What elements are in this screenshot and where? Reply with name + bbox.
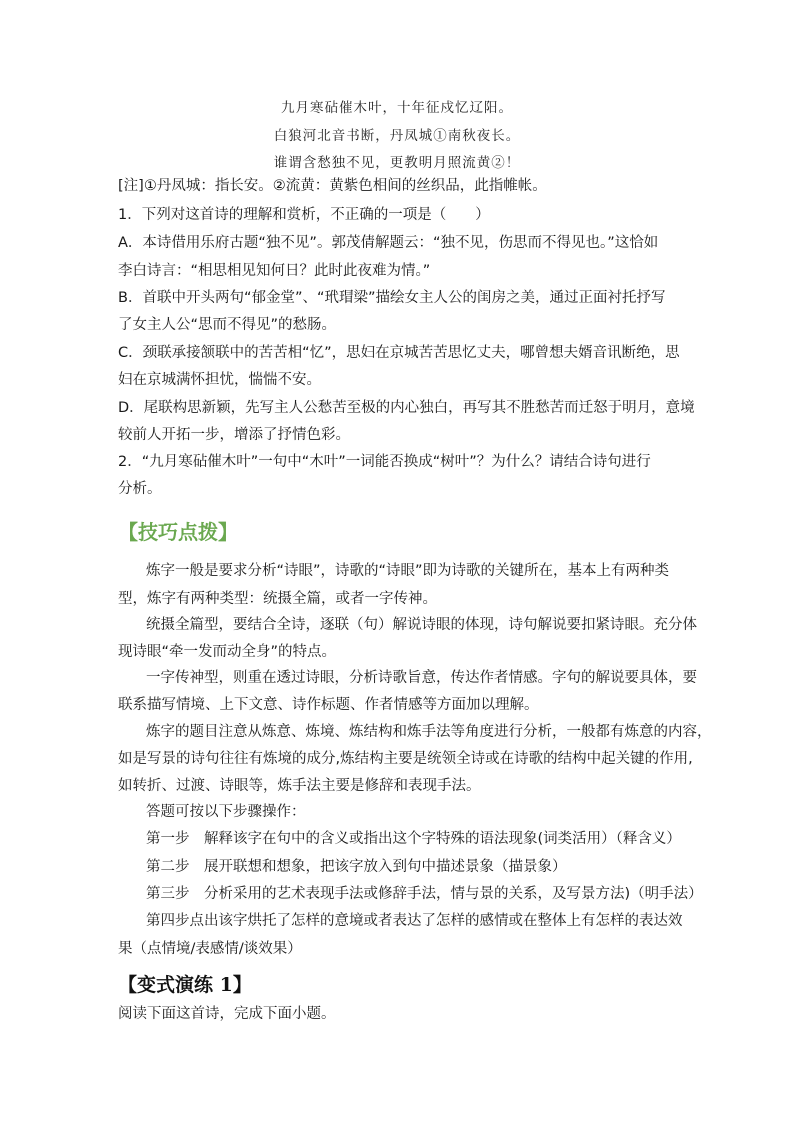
option-b-line-1: B．首联中开头两句“郁金堂”、“玳瑁梁”描绘女主人公的闺房之美，通过正面衬托抒写	[118, 290, 666, 306]
practice-heading: 【变式演练 1】	[118, 974, 252, 996]
tips-step-4-line-1: 第四步点出该字烘托了怎样的意境或者表达了怎样的感情或在整体上有怎样的表达效	[146, 913, 683, 929]
tips-para-2-line-1: 统摄全篇型，要结合全诗，逐联（句）解说诗眼的体现，诗句解说要扣紧诗眼。充分体	[146, 617, 697, 633]
tips-para-2-line-2: 现诗眼“牵一发而动全身”的特点。	[118, 644, 337, 660]
option-a-line-1: A．本诗借用乐府古题“独不见”。郭茂倩解题云：“独不见，伤思而不得见也。”这恰如	[118, 235, 659, 251]
tips-para-4-line-1: 炼字的题目注意从炼意、炼境、炼结构和炼手法等角度进行分析，一般都有炼意的内容，	[146, 724, 712, 740]
tips-step-3: 第三步 分析采用的艺术表现手法或修辞手法，情与景的关系，及写景方法)（明手法）	[146, 886, 703, 902]
tips-para-1-line-1: 炼字一般是要求分析“诗眼”，诗歌的“诗眼”即为诗歌的关键所在，基本上有两种类	[146, 563, 670, 579]
option-d-line-1: D．尾联构思新颖，先写主人公愁苦至极的内心独白，再写其不胜愁苦而迁怒于明月，意境	[118, 400, 695, 416]
tips-steps-intro: 答题可按以下步骤操作：	[146, 804, 306, 820]
poem-line-2: 白狼河北音书断，丹凤城①南秋夜长。	[273, 128, 521, 144]
tips-step-4-line-2: 果（点情境/表感情/谈效果）	[118, 941, 302, 957]
question-1-stem: 1．下列对这首诗的理解和赏析，不正确的一项是（ ）	[118, 207, 490, 223]
tips-para-3-line-1: 一字传神型，则重在透过诗眼，分析诗歌旨意，传达作者情感。字句的解说要具体，要	[146, 670, 697, 686]
tips-step-2: 第二步 展开联想和想象，把该字放入到句中描述景象（描景象）	[146, 859, 567, 875]
option-d-line-2: 较前人开拓一步，增添了抒情色彩。	[118, 427, 350, 443]
question-2-line-1: 2．“九月寒砧催木叶”一句中“木叶”一词能否换成“树叶”？为什么？请结合诗句进行	[118, 454, 651, 470]
option-b-line-2: 了女主人公“思而不得见”的愁肠。	[118, 317, 337, 333]
tips-step-1: 第一步 解释该字在句中的含义或指出这个字特殊的语法现象(词类活用）（释含义）	[146, 831, 681, 847]
poem-note: [注]①丹凤城：指长安。②流黄：黄紫色相间的丝织品，此指帷帐。	[118, 178, 547, 194]
tips-para-1-line-2: 型，炼字有两种类型：统摄全篇，或者一字传神。	[118, 591, 437, 607]
tips-para-3-line-2: 联系描写情境、上下文意、诗作标题、作者情感等方面加以理解。	[118, 697, 539, 713]
question-2-line-2: 分析。	[118, 481, 162, 497]
option-c-line-1: C．颈联承接颔联中的苦苦相“忆”，思妇在京城苦苦思忆丈夫，哪曾想夫婿音讯断绝，思	[118, 345, 680, 361]
tips-para-4-line-3: 如转折、过渡、诗眼等，炼手法主要是修辞和表现手法。	[118, 778, 481, 794]
option-c-line-2: 妇在京城满怀担忧，惴惴不安。	[118, 372, 321, 388]
poem-line-1: 九月寒砧催木叶，十年征戍忆辽阳。	[281, 100, 513, 116]
tips-heading: 【技巧点拨】	[118, 520, 238, 544]
poem-line-3: 谁谓含愁独不见，更教明月照流黄②！	[273, 155, 521, 171]
practice-intro: 阅读下面这首诗，完成下面小题。	[118, 1006, 336, 1022]
option-a-line-2: 李白诗言：“相思相见知何日？此时此夜难为情。”	[118, 263, 431, 279]
tips-para-4-line-2: 如是写景的诗句往往有炼境的成分,炼结构主要是统领全诗或在诗歌的结构中起关键的作用,	[118, 751, 693, 767]
